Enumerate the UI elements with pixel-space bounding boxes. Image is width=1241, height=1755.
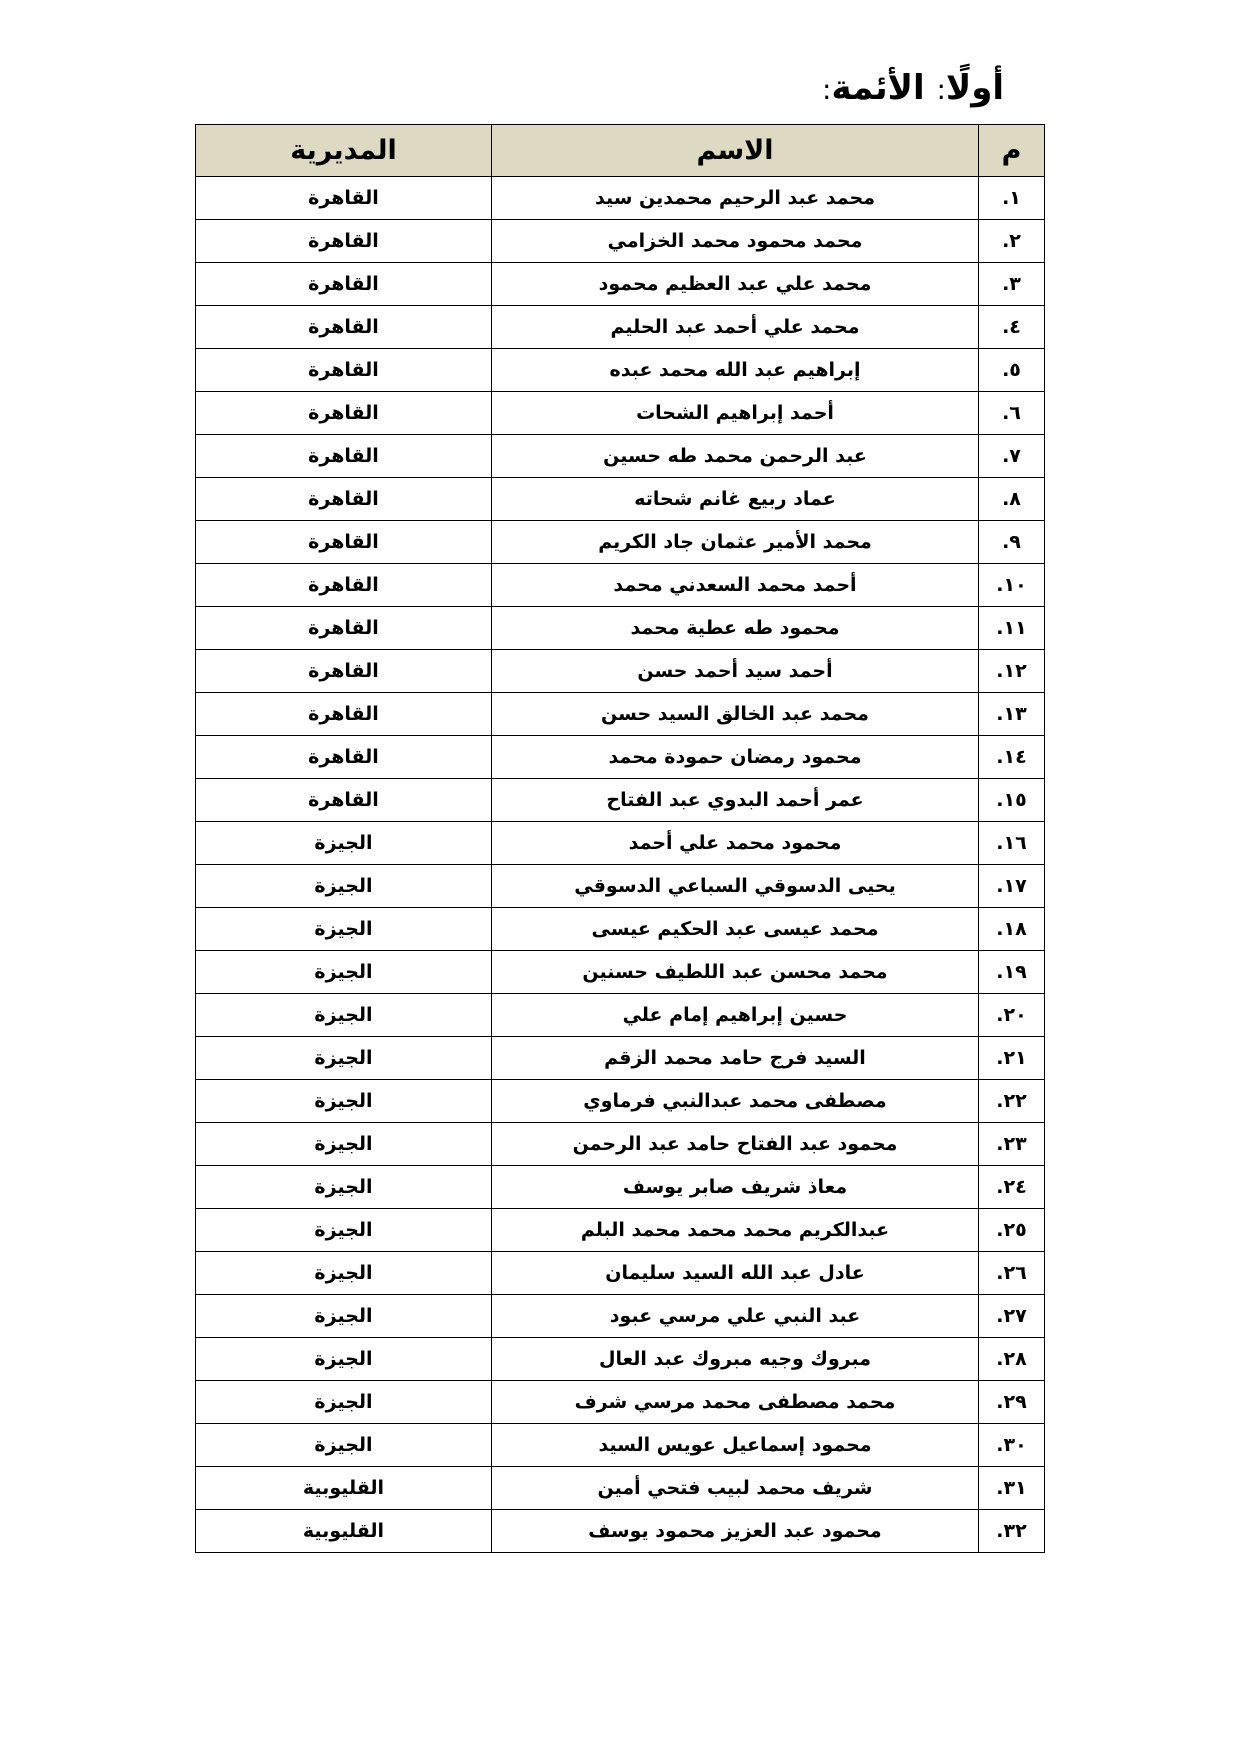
header-name: الاسم bbox=[492, 125, 979, 177]
row-number: ١٣. bbox=[979, 693, 1045, 736]
row-directorate: الجيزة bbox=[196, 1252, 492, 1295]
heading-colon-2: : bbox=[822, 73, 832, 106]
table-row bbox=[196, 1080, 1045, 1123]
row-number: ٢١. bbox=[979, 1037, 1045, 1080]
table-row bbox=[196, 1123, 1045, 1166]
row-number: ١٦. bbox=[979, 822, 1045, 865]
row-directorate: القليوبية bbox=[196, 1467, 492, 1510]
row-directorate: الجيزة bbox=[196, 1037, 492, 1080]
table-row bbox=[196, 1166, 1045, 1209]
row-name: محمد محسن عبد اللطيف حسنين bbox=[492, 951, 979, 994]
row-name: عبدالكريم محمد محمد محمد البلم bbox=[492, 1209, 979, 1252]
row-directorate: القاهرة bbox=[196, 736, 492, 779]
row-number: ١٤. bbox=[979, 736, 1045, 779]
row-name: محمود طه عطية محمد bbox=[492, 607, 979, 650]
table-row bbox=[196, 908, 1045, 951]
row-directorate: القاهرة bbox=[196, 779, 492, 822]
table-header-row bbox=[196, 125, 1045, 177]
row-name: عمر أحمد البدوي عبد الفتاح bbox=[492, 779, 979, 822]
row-number: ١٠. bbox=[979, 564, 1045, 607]
row-name: محمود محمد علي أحمد bbox=[492, 822, 979, 865]
row-number: ١٢. bbox=[979, 650, 1045, 693]
table-row bbox=[196, 564, 1045, 607]
row-name: محمود إسماعيل عويس السيد bbox=[492, 1424, 979, 1467]
row-number: ٢٣. bbox=[979, 1123, 1045, 1166]
table-row bbox=[196, 865, 1045, 908]
row-name: محمود عبد العزيز محمود يوسف bbox=[492, 1510, 979, 1553]
table-row bbox=[196, 1209, 1045, 1252]
row-number: ٢٨. bbox=[979, 1338, 1045, 1381]
row-directorate: القليوبية bbox=[196, 1510, 492, 1553]
table-row bbox=[196, 478, 1045, 521]
row-directorate: الجيزة bbox=[196, 865, 492, 908]
row-number: ٢٤. bbox=[979, 1166, 1045, 1209]
row-number: ٣٠. bbox=[979, 1424, 1045, 1467]
header-num: م bbox=[979, 125, 1045, 177]
row-directorate: القاهرة bbox=[196, 263, 492, 306]
row-number: ٩. bbox=[979, 521, 1045, 564]
table-row bbox=[196, 736, 1045, 779]
table-row bbox=[196, 1252, 1045, 1295]
row-directorate: القاهرة bbox=[196, 349, 492, 392]
row-directorate: الجيزة bbox=[196, 1166, 492, 1209]
row-name: عماد ربيع غانم شحاته bbox=[492, 478, 979, 521]
row-number: ٦. bbox=[979, 392, 1045, 435]
row-directorate: الجيزة bbox=[196, 822, 492, 865]
row-directorate: القاهرة bbox=[196, 306, 492, 349]
row-name: مبروك وجيه مبروك عبد العال bbox=[492, 1338, 979, 1381]
row-name: عادل عبد الله السيد سليمان bbox=[492, 1252, 979, 1295]
row-name: محمد عبد الرحيم محمدين سيد bbox=[492, 177, 979, 220]
row-number: ١٧. bbox=[979, 865, 1045, 908]
table-row bbox=[196, 1338, 1045, 1381]
row-number: ٢٧. bbox=[979, 1295, 1045, 1338]
row-directorate: الجيزة bbox=[196, 1209, 492, 1252]
row-name: محمد محمود محمد الخزامي bbox=[492, 220, 979, 263]
row-name: السيد فرج حامد محمد الزقم bbox=[492, 1037, 979, 1080]
table-body bbox=[196, 177, 1045, 1553]
row-directorate: الجيزة bbox=[196, 1424, 492, 1467]
table-row bbox=[196, 650, 1045, 693]
row-name: عبد الرحمن محمد طه حسين bbox=[492, 435, 979, 478]
row-name: أحمد سيد أحمد حسن bbox=[492, 650, 979, 693]
row-number: ٣٢. bbox=[979, 1510, 1045, 1553]
row-name: عبد النبي علي مرسي عبود bbox=[492, 1295, 979, 1338]
row-name: محمد الأمير عثمان جاد الكريم bbox=[492, 521, 979, 564]
row-directorate: القاهرة bbox=[196, 693, 492, 736]
heading-second: الأئمة bbox=[831, 68, 925, 108]
table-row bbox=[196, 1510, 1045, 1553]
row-number: ٨. bbox=[979, 478, 1045, 521]
table-row bbox=[196, 1424, 1045, 1467]
table-row bbox=[196, 779, 1045, 822]
row-name: حسين إبراهيم إمام علي bbox=[492, 994, 979, 1037]
row-directorate: القاهرة bbox=[196, 478, 492, 521]
table-row bbox=[196, 1037, 1045, 1080]
row-number: ٢. bbox=[979, 220, 1045, 263]
row-directorate: القاهرة bbox=[196, 220, 492, 263]
row-directorate: الجيزة bbox=[196, 908, 492, 951]
table-row bbox=[196, 693, 1045, 736]
table-row bbox=[196, 1467, 1045, 1510]
table-row bbox=[196, 521, 1045, 564]
table-row bbox=[196, 306, 1045, 349]
row-name: إبراهيم عبد الله محمد عبده bbox=[492, 349, 979, 392]
header-directorate: المديرية bbox=[196, 125, 492, 177]
row-directorate: الجيزة bbox=[196, 1295, 492, 1338]
row-directorate: الجيزة bbox=[196, 994, 492, 1037]
row-name: محمد عبد الخالق السيد حسن bbox=[492, 693, 979, 736]
table-row bbox=[196, 1295, 1045, 1338]
imams-table bbox=[195, 124, 1045, 1553]
table-row bbox=[196, 1381, 1045, 1424]
table-row bbox=[196, 607, 1045, 650]
row-number: ٤. bbox=[979, 306, 1045, 349]
row-name: معاذ شريف صابر يوسف bbox=[492, 1166, 979, 1209]
row-number: ١٨. bbox=[979, 908, 1045, 951]
table-row bbox=[196, 220, 1045, 263]
page-heading bbox=[822, 68, 1004, 108]
row-number: ٢٦. bbox=[979, 1252, 1045, 1295]
row-number: ١. bbox=[979, 177, 1045, 220]
row-directorate: القاهرة bbox=[196, 177, 492, 220]
table-row bbox=[196, 994, 1045, 1037]
row-directorate: الجيزة bbox=[196, 1338, 492, 1381]
row-name: مصطفى محمد عبدالنبي فرماوي bbox=[492, 1080, 979, 1123]
heading-first: أولًا bbox=[945, 68, 1004, 108]
row-name: محمد علي عبد العظيم محمود bbox=[492, 263, 979, 306]
row-number: ٥. bbox=[979, 349, 1045, 392]
row-number: ٣. bbox=[979, 263, 1045, 306]
row-number: ١٩. bbox=[979, 951, 1045, 994]
row-name: محمد علي أحمد عبد الحليم bbox=[492, 306, 979, 349]
row-directorate: القاهرة bbox=[196, 607, 492, 650]
row-number: ١١. bbox=[979, 607, 1045, 650]
row-directorate: القاهرة bbox=[196, 564, 492, 607]
table-row bbox=[196, 951, 1045, 994]
row-name: أحمد محمد السعدني محمد bbox=[492, 564, 979, 607]
row-number: ٢٥. bbox=[979, 1209, 1045, 1252]
row-directorate: القاهرة bbox=[196, 435, 492, 478]
heading-colon-1: : bbox=[936, 73, 946, 106]
row-directorate: القاهرة bbox=[196, 392, 492, 435]
row-directorate: الجيزة bbox=[196, 1381, 492, 1424]
row-directorate: القاهرة bbox=[196, 521, 492, 564]
row-name: يحيى الدسوقي السباعي الدسوقي bbox=[492, 865, 979, 908]
row-name: أحمد إبراهيم الشحات bbox=[492, 392, 979, 435]
row-name: محمد مصطفى محمد مرسي شرف bbox=[492, 1381, 979, 1424]
row-name: شريف محمد لبيب فتحي أمين bbox=[492, 1467, 979, 1510]
row-directorate: الجيزة bbox=[196, 951, 492, 994]
row-number: ٣١. bbox=[979, 1467, 1045, 1510]
row-directorate: الجيزة bbox=[196, 1080, 492, 1123]
row-number: ٧. bbox=[979, 435, 1045, 478]
row-name: محمد عيسى عبد الحكيم عيسى bbox=[492, 908, 979, 951]
table-row bbox=[196, 435, 1045, 478]
table-row bbox=[196, 392, 1045, 435]
row-name: محمود رمضان حمودة محمد bbox=[492, 736, 979, 779]
table-row bbox=[196, 349, 1045, 392]
row-number: ٢٩. bbox=[979, 1381, 1045, 1424]
table-row bbox=[196, 263, 1045, 306]
row-number: ٢٢. bbox=[979, 1080, 1045, 1123]
table-row bbox=[196, 822, 1045, 865]
row-directorate: القاهرة bbox=[196, 650, 492, 693]
row-name: محمود عبد الفتاح حامد عبد الرحمن bbox=[492, 1123, 979, 1166]
table-row bbox=[196, 177, 1045, 220]
row-number: ٢٠. bbox=[979, 994, 1045, 1037]
row-number: ١٥. bbox=[979, 779, 1045, 822]
row-directorate: الجيزة bbox=[196, 1123, 492, 1166]
